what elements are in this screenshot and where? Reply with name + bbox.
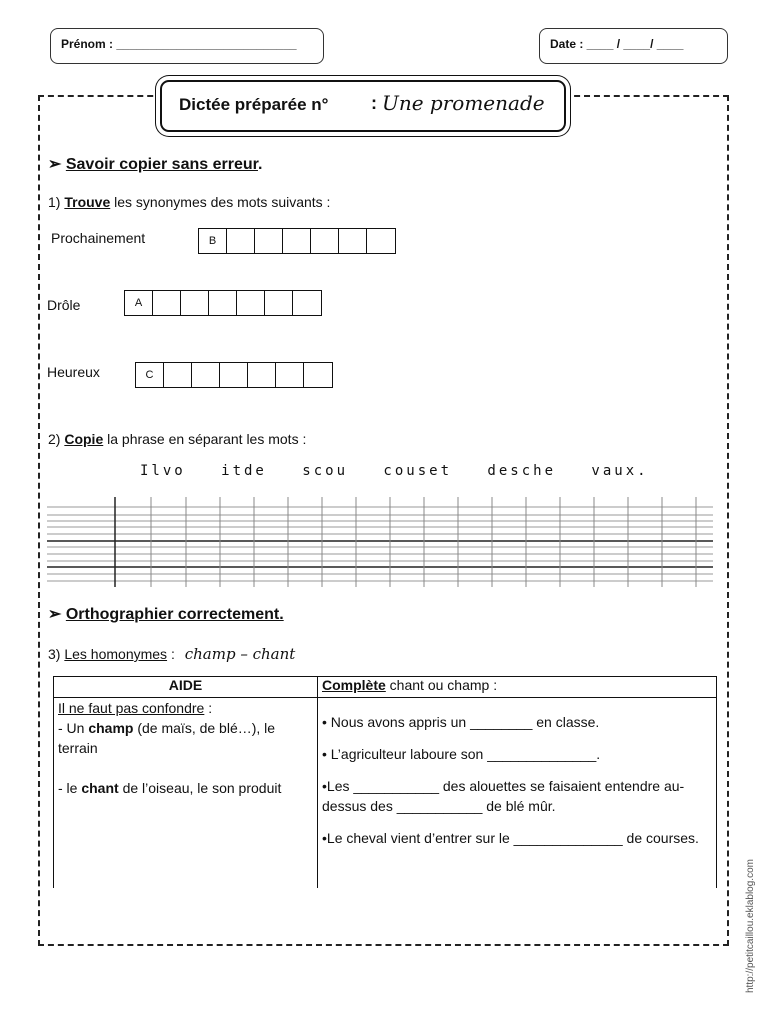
name-field[interactable]	[50, 28, 324, 64]
letter-cell[interactable]	[265, 291, 293, 315]
q2-number: 2)	[48, 431, 61, 447]
question-3	[48, 645, 295, 663]
watermark-url: http://petitcaillou.eklablog.com	[745, 859, 756, 993]
title-box	[160, 80, 566, 132]
title-label: Dictée préparée n°	[179, 95, 329, 114]
letter-cell[interactable]	[255, 229, 283, 253]
section-copy-heading	[48, 154, 262, 174]
arrow-icon: ➢	[48, 606, 62, 623]
q2-verb: Copie	[64, 431, 104, 447]
section-spelling-heading	[48, 604, 284, 624]
section-spelling-label: Orthographier correctement.	[65, 606, 284, 623]
q3-words: champ – chant	[184, 645, 296, 663]
letter-cell[interactable]	[192, 363, 220, 387]
letter-cell[interactable]	[164, 363, 192, 387]
word-prochainement: Prochainement	[51, 230, 146, 246]
title-colon: :	[371, 93, 377, 113]
letter-cell[interactable]	[311, 229, 339, 253]
letter-cell[interactable]	[153, 291, 181, 315]
letter-boxes[interactable]	[198, 228, 396, 254]
aide-header: AIDE	[54, 677, 318, 698]
letter-cell: C	[136, 363, 164, 387]
letter-cell[interactable]	[248, 363, 276, 387]
q3-colon: :	[167, 646, 175, 662]
name-label: Prénom : ___________________________	[61, 37, 297, 51]
letter-cell[interactable]	[276, 363, 304, 387]
letter-cell[interactable]	[304, 363, 332, 387]
complete-sentence[interactable]: •Les ___________ des alouettes se faisaient entendre au-dessus des ___________ de blé mûr.	[322, 778, 685, 814]
complete-sentence[interactable]: • Nous avons appris un ________ en classe.	[322, 714, 600, 730]
letter-cell[interactable]	[367, 229, 395, 253]
writing-lines[interactable]	[47, 497, 713, 587]
q2-text: la phrase en séparant les mots	[107, 431, 299, 447]
letter-boxes[interactable]	[124, 290, 322, 316]
aide-item-champ: - Un champ (de maïs, de blé…), le terrain	[58, 720, 276, 756]
letter-cell[interactable]	[209, 291, 237, 315]
aide-cell	[54, 698, 318, 889]
letter-cell[interactable]	[227, 229, 255, 253]
letter-cell[interactable]	[283, 229, 311, 253]
q2-colon: :	[298, 431, 307, 447]
section-copy-label: Savoir copier sans erreur	[65, 156, 258, 173]
letter-cell: B	[199, 229, 227, 253]
date-label: Date : ____ / ____/ ____	[550, 37, 684, 51]
q3-label: Les homonymes	[64, 646, 168, 662]
letter-cell[interactable]	[339, 229, 367, 253]
letter-cell: A	[125, 291, 153, 315]
q1-text: les synonymes des mots suivants :	[114, 194, 331, 210]
complete-sentence[interactable]: • L’agriculteur laboure son ______________.	[322, 746, 601, 762]
q1-verb: Trouve	[64, 194, 111, 210]
question-1	[48, 194, 330, 210]
letter-cell[interactable]	[293, 291, 321, 315]
letter-cell[interactable]	[220, 363, 248, 387]
date-field[interactable]	[539, 28, 728, 64]
letter-boxes[interactable]	[135, 362, 333, 388]
copy-sentence: Ilvo itde scou couset desche vaux.	[140, 463, 649, 479]
question-2	[48, 431, 306, 447]
q1-number: 1)	[48, 194, 61, 210]
section-copy-suffix: .	[257, 156, 263, 173]
homonyms-table	[53, 676, 717, 888]
word-drole: Drôle	[47, 297, 81, 313]
letter-cell[interactable]	[181, 291, 209, 315]
word-heureux: Heureux	[47, 364, 100, 380]
complete-sentence[interactable]: •Le cheval vient d’entrer sur le ______________ de courses.	[322, 830, 699, 846]
complete-cell	[318, 698, 717, 889]
aide-intro-colon: :	[204, 700, 213, 716]
aide-intro: Il ne faut pas confondre	[58, 700, 205, 716]
title-subtitle: Une promenade	[382, 91, 545, 115]
q3-number: 3)	[48, 646, 61, 662]
complete-header	[318, 677, 717, 698]
complete-header-bold: Complète	[322, 677, 386, 693]
complete-header-rest: chant ou champ :	[385, 677, 498, 693]
aide-item-chant: - le chant de l’oiseau, le son produit	[58, 780, 282, 796]
letter-cell[interactable]	[237, 291, 265, 315]
arrow-icon: ➢	[48, 156, 62, 173]
